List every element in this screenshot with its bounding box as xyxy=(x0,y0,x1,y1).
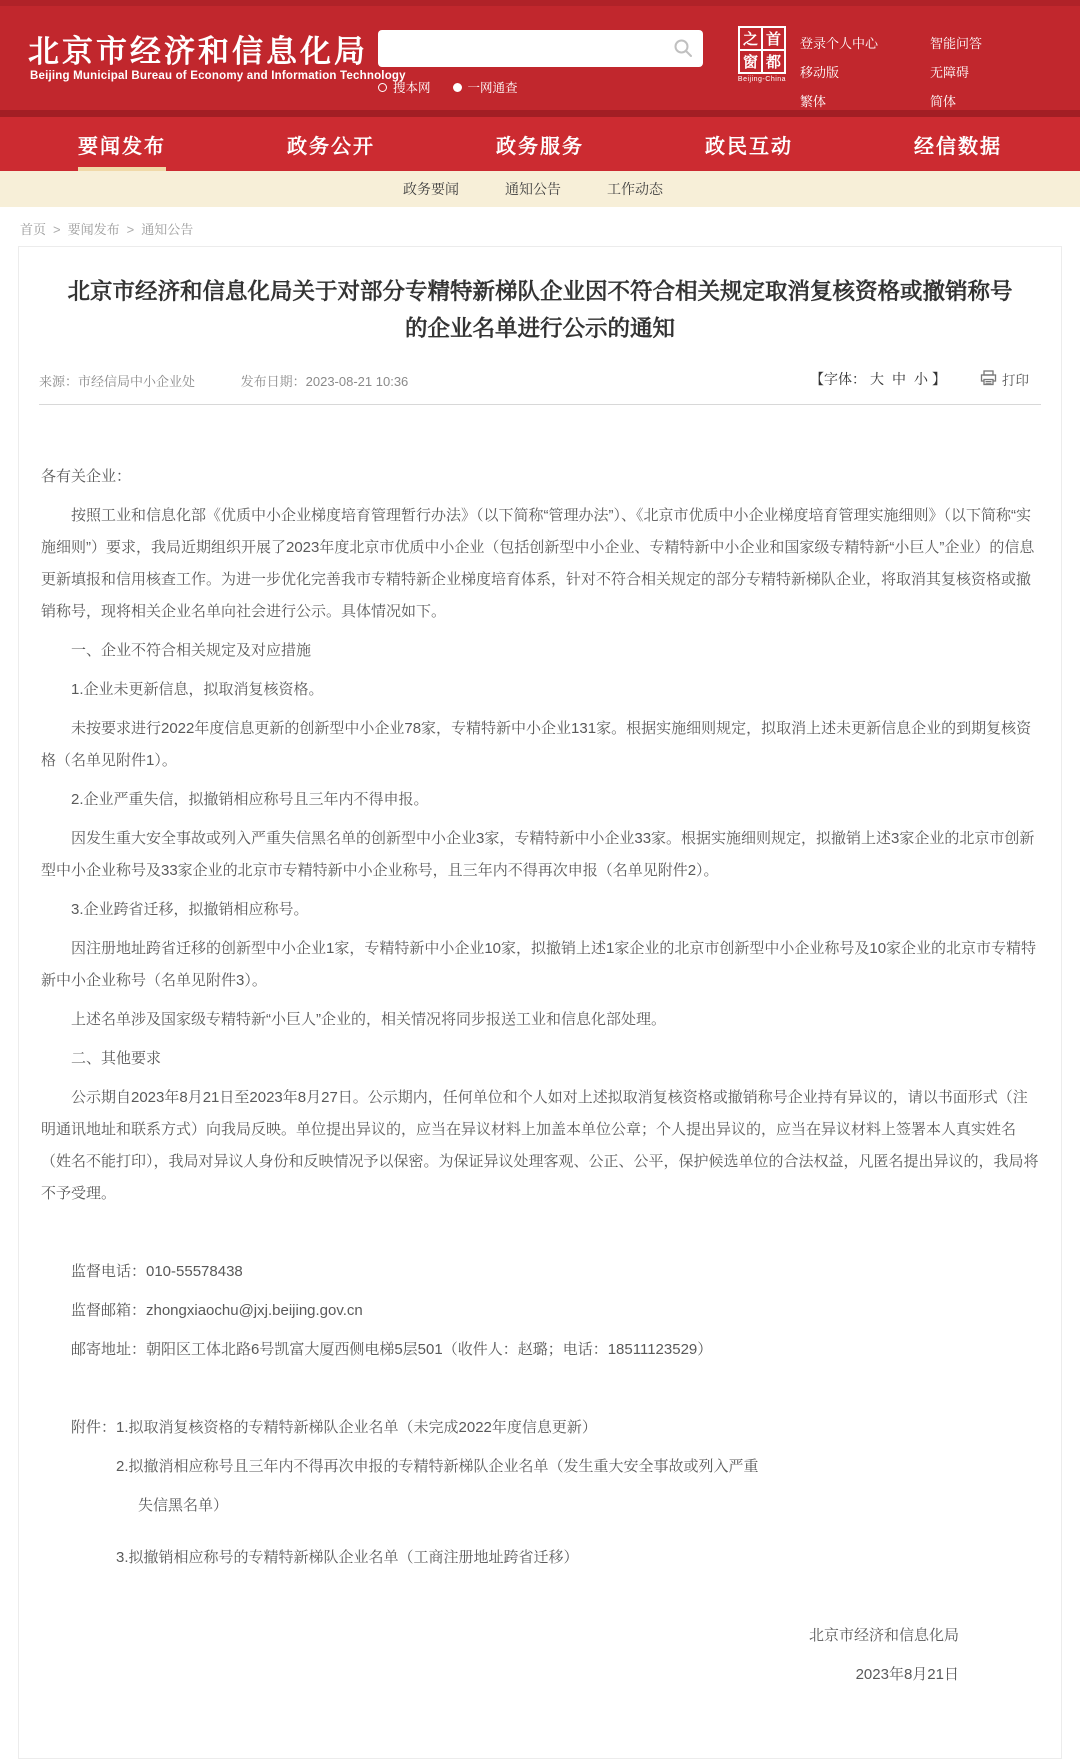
radio-filled-icon xyxy=(453,83,462,92)
article-paragraph: 上述名单涉及国家级专精特新“小巨人”企业的，相关情况将同步报送工业和信息化部处理。 xyxy=(71,1011,666,1028)
page-title: 北京市经济和信息化局关于对部分专精特新梯队企业因不符合相关规定取消复核资格或撤销称号的企业名单进行公示的通知 xyxy=(67,279,1013,341)
site-subtitle-en: Beijing Municipal Bureau of Economy and Information Technology xyxy=(30,70,406,82)
site-header xyxy=(0,6,1080,110)
print-button[interactable] xyxy=(980,369,1029,389)
breadcrumb xyxy=(20,219,1080,238)
capital-window-char: 首 xyxy=(762,27,785,50)
article-paragraph: 2.企业严重失信，拟撤销相应称号且三年内不得申报。 xyxy=(71,791,429,808)
capital-window-logo[interactable] xyxy=(736,26,788,83)
article-paragraph: 1.企业未更新信息，拟取消复核资格。 xyxy=(71,681,324,698)
header-link[interactable]: 智能问答 xyxy=(930,36,983,51)
search-box xyxy=(378,30,703,67)
header-quick-links xyxy=(800,33,982,110)
header-link[interactable]: 繁体 xyxy=(800,94,827,109)
breadcrumb-separator: > xyxy=(126,222,135,237)
search-scope-options xyxy=(378,78,703,96)
article-paragraph: 邮寄地址：朝阳区工体北路6号凯富大厦西侧电梯5层501（收件人：赵璐；电话：18511123529） xyxy=(71,1341,713,1358)
breadcrumb-item: 通知公告 xyxy=(141,222,194,237)
subnav-item[interactable]: 政务要闻 xyxy=(403,181,459,197)
article-container xyxy=(18,246,1062,1759)
article-paragraph: 因注册地址跨省迁移的创新型中小企业1家，专精特新中小企业10家，拟撤销上述1家企业的北京市创新型中小企业称号及10家企业的北京市专精特新中小企业称号（名单见附件3）。 xyxy=(41,940,1037,989)
search-input[interactable] xyxy=(388,30,658,67)
search-scope-option[interactable] xyxy=(378,78,431,96)
meta-left xyxy=(39,371,408,390)
article-paragraph: 3.企业跨省迁移，拟撤销相应称号。 xyxy=(71,901,309,918)
capital-window-caption: Beijing-China xyxy=(737,76,787,83)
font-size-option[interactable]: 大 xyxy=(870,371,884,387)
search-scope-label: 搜本网 xyxy=(393,81,431,95)
article-meta xyxy=(39,365,1041,405)
nav-item[interactable]: 政务公开 xyxy=(287,135,375,158)
main-nav xyxy=(0,117,1080,171)
printer-icon xyxy=(980,370,997,389)
font-size-control xyxy=(810,369,946,389)
header-link[interactable]: 无障碍 xyxy=(930,65,970,80)
breadcrumb-separator: > xyxy=(53,222,61,237)
article-paragraph: 3.拟撤销相应称号的专精特新梯队企业名单（工商注册地址跨省迁移） xyxy=(116,1549,579,1566)
article-paragraph: 各有关企业： xyxy=(41,468,132,485)
nav-item[interactable]: 政民互动 xyxy=(705,135,793,158)
article-paragraph: 二、其他要求 xyxy=(71,1050,162,1067)
article-body xyxy=(19,461,1061,1691)
print-label: 打印 xyxy=(1002,373,1029,388)
radio-hollow-icon xyxy=(378,83,387,92)
article-paragraph: 未按要求进行2022年度信息更新的创新型中小企业78家，专精特新中小企业131家。根据实施细则规定，拟取消上述未更新信息企业的到期复核资格（名单见附件1）。 xyxy=(41,720,1032,769)
article-source: 来源：市经信局中小企业处 xyxy=(39,374,196,389)
font-size-option[interactable]: 中 xyxy=(892,371,906,387)
nav-divider xyxy=(0,110,1080,117)
header-link[interactable]: 简体 xyxy=(930,94,957,109)
article-paragraph: 因发生重大安全事故或列入严重失信黑名单的创新型中小企业3家，专精特新中小企业33家。根据实施细则规定，拟撤销上述3家企业的北京市创新型中小企业称号及33家企业的北京市专精特新中小企业称号，且三年内不得再次申报（名单见附件2）。 xyxy=(41,830,1035,879)
article-paragraph: 公示期自2023年8月21日至2023年8月27日。公示期内，任何单位和个人如对上述拟取消复核资格或撤销称号企业持有异议的，请以书面形式（注明通讯地址和联系方式）向我局反映。单位提出异议的，应当在异议材料上加盖本单位公章；个人提出异议的，应当在异议材料上签署本人真实姓名（姓名不能打印），我局对异议人身份和反映情况予以保密。为保证异议处理客观、公正、公平，保护候选单位的合法权益，凡匿名提出异议的，我局将不予受理。 xyxy=(41,1089,1039,1202)
capital-window-grid xyxy=(738,26,786,74)
sub-nav xyxy=(0,171,1080,207)
subnav-item[interactable]: 通知公告 xyxy=(505,181,561,197)
article-paragraph: 监督邮箱：zhongxiaochu@jxj.beijing.gov.cn xyxy=(71,1302,363,1319)
subnav-item[interactable]: 工作动态 xyxy=(607,181,663,197)
breadcrumb-item[interactable]: 首页 xyxy=(20,222,47,237)
article-paragraph: 附件：1.拟取消复核资格的专精特新梯队企业名单（未完成2022年度信息更新） xyxy=(71,1419,597,1436)
meta-right xyxy=(810,369,1029,389)
search-scope-option[interactable] xyxy=(453,78,518,96)
article-publish-date: 发布日期：2023-08-21 10:36 xyxy=(240,374,409,389)
header-link[interactable]: 移动版 xyxy=(800,65,840,80)
font-size-option[interactable]: 小 xyxy=(914,371,928,387)
nav-item[interactable]: 要闻发布 xyxy=(78,117,166,171)
article-paragraph: 2023年8月21日 xyxy=(855,1666,959,1683)
capital-window-char: 窗 xyxy=(739,50,762,73)
breadcrumb-item[interactable]: 要闻发布 xyxy=(67,222,120,237)
header-link[interactable]: 登录个人中心 xyxy=(800,36,879,51)
site-title: 北京市经济和信息化局 xyxy=(28,34,368,69)
font-size-suffix: 】 xyxy=(932,371,946,387)
capital-window-char: 之 xyxy=(739,27,762,50)
nav-item[interactable]: 政务服务 xyxy=(496,135,584,158)
nav-item[interactable]: 经信数据 xyxy=(914,135,1002,158)
font-size-prefix: 【字体： xyxy=(810,371,866,387)
search-icon[interactable] xyxy=(673,38,693,58)
search-scope-label: 一网通查 xyxy=(467,81,518,95)
article-paragraph: 一、企业不符合相关规定及对应措施 xyxy=(71,642,312,659)
article-paragraph: 失信黑名单） xyxy=(138,1497,229,1514)
search-area xyxy=(378,30,703,96)
article-paragraph: 北京市经济和信息化局 xyxy=(808,1627,959,1644)
article-paragraph: 监督电话：010-55578438 xyxy=(71,1263,243,1280)
article-paragraph: 2.拟撤消相应称号且三年内不得再次申报的专精特新梯队企业名单（发生重大安全事故或列入严重 xyxy=(116,1458,759,1475)
article-paragraph: 按照工业和信息化部《优质中小企业梯度培育管理暂行办法》（以下简称“管理办法”）、《北京市优质中小企业梯度培育管理实施细则》（以下简称“实施细则”）要求，我局近期组织开展了2023年度北京市优质中小企业（包括创新型中小企业、专精特新中小企业和国家级专精特新“小巨人”企业）的信息更新填报和信用核查工作。为进一步优化完善我市专精特新企业梯度培育体系，针对不符合相关规定的部分专精特新梯队企业，将取消其复核资格或撤销称号，现将相关企业名单向社会进行公示。具体情况如下。 xyxy=(41,507,1035,620)
capital-window-char: 都 xyxy=(762,50,785,73)
